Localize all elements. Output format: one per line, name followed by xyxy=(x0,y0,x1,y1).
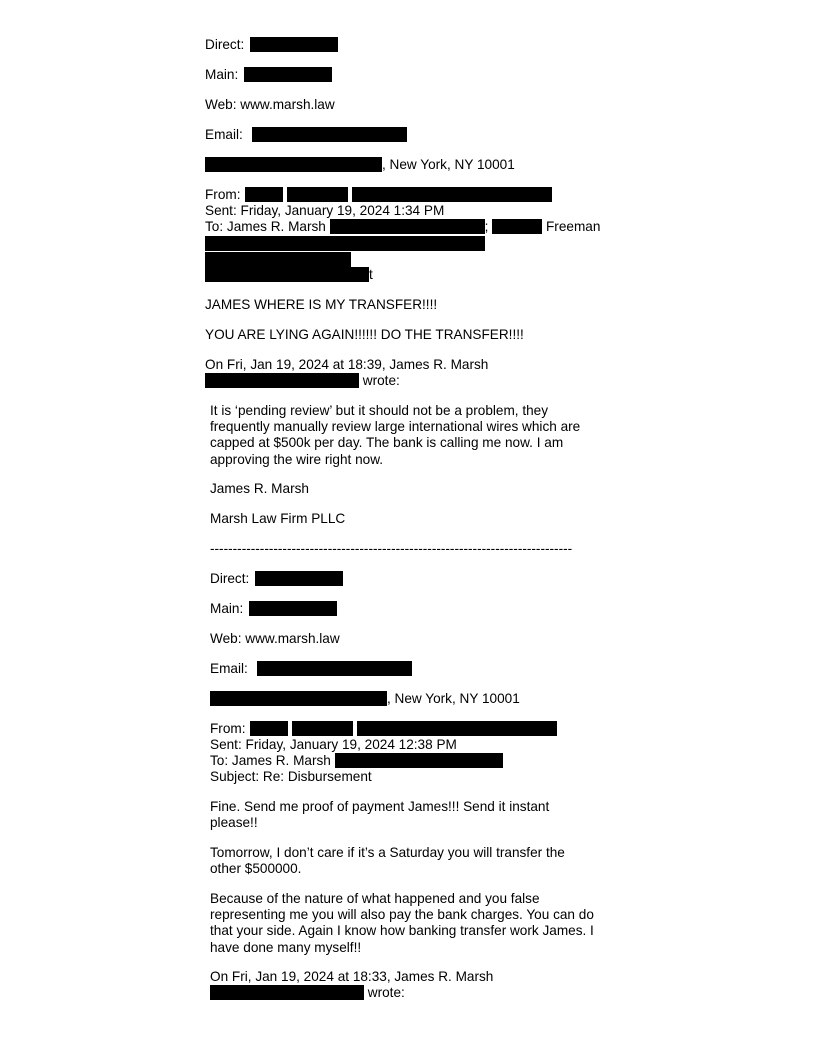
quote-wrote-line xyxy=(210,985,405,1001)
direct-line xyxy=(210,571,343,587)
from-label: From: xyxy=(205,187,241,202)
message-paragraph xyxy=(210,891,630,956)
message-paragraph xyxy=(210,799,630,831)
redaction-block xyxy=(245,187,283,202)
redaction-block xyxy=(244,67,332,82)
message-line: JAMES WHERE IS MY TRANSFER!!!! xyxy=(205,297,438,312)
to-label: To: James R. Marsh xyxy=(210,753,331,768)
email-line xyxy=(205,127,407,143)
address-line xyxy=(205,157,515,173)
to-label: To: James R. Marsh xyxy=(205,219,326,234)
body-line: Fine. Send me proof of payment James!!! Send it instant xyxy=(210,799,550,814)
redaction-block xyxy=(210,691,387,706)
redaction-block xyxy=(330,219,485,234)
from-label: From: xyxy=(210,721,246,736)
subject-line: Subject: Re: Disbursement xyxy=(210,769,372,784)
body-line: please!! xyxy=(210,815,258,831)
redaction-block xyxy=(252,127,407,142)
redaction-block xyxy=(250,37,338,52)
direct-label: Direct: xyxy=(205,37,245,52)
body-line: have done many myself!! xyxy=(210,939,362,955)
sent-line: Sent: Friday, January 19, 2024 12:38 PM xyxy=(210,737,457,752)
body-line: capped at $500k per day. The bank is calling me now. I am xyxy=(210,435,564,451)
redacted-recipient-line xyxy=(205,267,373,283)
redaction-block xyxy=(210,985,364,1000)
main-line xyxy=(210,601,337,617)
email-line xyxy=(210,661,412,677)
address-suffix: , New York, NY 10001 xyxy=(382,157,515,172)
main-line xyxy=(205,67,332,83)
signature-name: James R. Marsh xyxy=(210,481,309,496)
redaction-block xyxy=(205,157,382,172)
to-line xyxy=(210,753,503,769)
main-label: Main: xyxy=(210,601,244,616)
body-line: It is ‘pending review’ but it should not be a problem, they xyxy=(210,403,549,418)
to-freeman: Freeman xyxy=(546,219,601,234)
from-line xyxy=(205,187,552,203)
message-line: YOU ARE LYING AGAIN!!!!!! DO THE TRANSFER!!!! xyxy=(205,327,524,342)
wrote-label: wrote: xyxy=(367,985,405,1000)
redaction-block xyxy=(352,187,552,202)
redaction-block xyxy=(249,601,337,616)
redaction-block xyxy=(287,187,348,202)
email-label: Email: xyxy=(210,661,248,676)
trailing-t: t xyxy=(369,267,373,282)
redaction-block xyxy=(255,571,343,586)
body-line: Because of the nature of what happened and you false xyxy=(210,891,540,906)
redaction-block xyxy=(292,721,353,736)
redaction-block xyxy=(205,236,485,251)
redaction-block xyxy=(335,753,503,768)
redaction-block xyxy=(205,373,359,388)
body-line: that your side. Again I know how banking transfer work James. I xyxy=(210,923,594,939)
body-line: frequently manually review large international wires which are xyxy=(210,419,581,435)
message-paragraph xyxy=(210,845,630,877)
redaction-block xyxy=(205,267,369,282)
redaction-block xyxy=(257,661,412,676)
address-suffix: , New York, NY 10001 xyxy=(387,691,520,706)
quote-wrote-line xyxy=(205,373,400,389)
to-line xyxy=(205,219,600,235)
from-line xyxy=(210,721,557,737)
quote-intro: On Fri, Jan 19, 2024 at 18:39, James R. Marsh xyxy=(205,357,489,372)
direct-line xyxy=(205,37,338,53)
main-label: Main: xyxy=(205,67,239,82)
reply-body xyxy=(210,403,630,468)
signature-firm: Marsh Law Firm PLLC xyxy=(210,511,346,526)
redaction-block xyxy=(205,252,351,267)
body-line: other $500000. xyxy=(210,861,302,877)
redaction-block xyxy=(250,721,288,736)
email-label: Email: xyxy=(205,127,243,142)
redaction-block xyxy=(492,219,542,234)
address-line xyxy=(210,691,520,707)
redaction-block xyxy=(357,721,557,736)
quote-intro: On Fri, Jan 19, 2024 at 18:33, James R. Marsh xyxy=(210,969,494,984)
to-separator: ; xyxy=(484,219,489,234)
wrote-label: wrote: xyxy=(362,373,400,388)
body-line: approving the wire right now. xyxy=(210,451,384,467)
direct-label: Direct: xyxy=(210,571,250,586)
web-line: Web: www.marsh.law xyxy=(205,97,335,112)
divider: -------------------------------------------------------------------------------- xyxy=(210,541,572,556)
body-line: representing me you will also pay the bank charges. You can do xyxy=(210,907,594,923)
body-line: Tomorrow, I don’t care if it’s a Saturday you will transfer the xyxy=(210,845,565,860)
sent-line: Sent: Friday, January 19, 2024 1:34 PM xyxy=(205,203,445,218)
web-line: Web: www.marsh.law xyxy=(210,631,340,646)
